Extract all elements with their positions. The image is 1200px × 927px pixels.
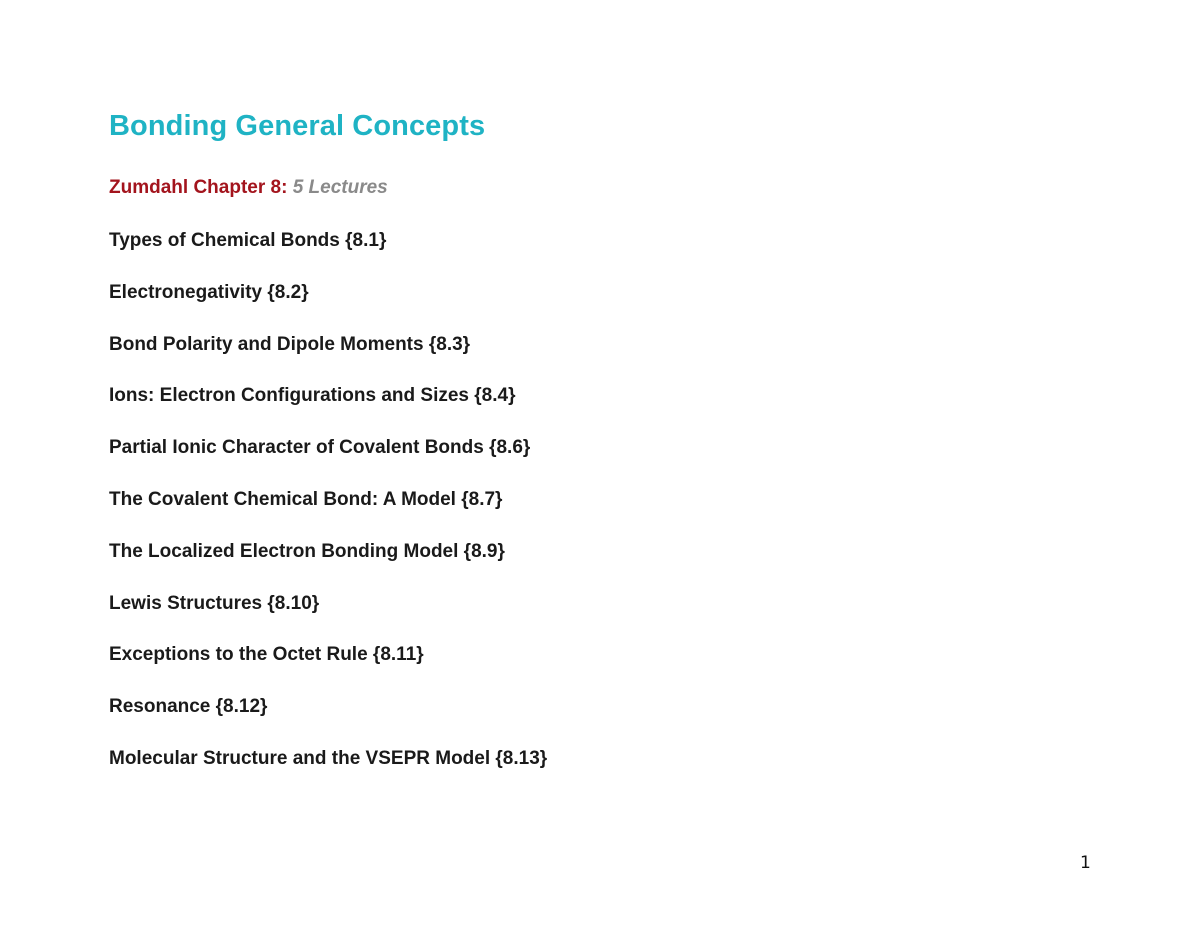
topic-item: The Covalent Chemical Bond: A Model {8.7} bbox=[109, 488, 503, 510]
topic-item: The Localized Electron Bonding Model {8.9} bbox=[109, 540, 505, 562]
topic-item: Types of Chemical Bonds {8.1} bbox=[109, 230, 387, 251]
topic-item: Bond Polarity and Dipole Moments {8.3} bbox=[109, 333, 471, 355]
topic-item: Exceptions to the Octet Rule {8.11} bbox=[109, 644, 424, 666]
topic-item: Partial Ionic Character of Covalent Bonds {8.6} bbox=[109, 437, 531, 459]
chapter-label: Zumdahl Chapter 8: bbox=[109, 177, 288, 198]
topic-item: Electronegativity {8.2} bbox=[109, 281, 309, 303]
topic-list bbox=[109, 229, 547, 799]
page-title: Bonding General Concepts bbox=[109, 110, 486, 142]
page-number: 1 bbox=[1080, 853, 1091, 873]
topic-item: Resonance {8.12} bbox=[109, 696, 268, 718]
topic-item: Lewis Structures {8.10} bbox=[109, 592, 320, 614]
lecture-count: 5 Lectures bbox=[292, 177, 388, 198]
topic-item: Molecular Structure and the VSEPR Model {8.13} bbox=[109, 747, 548, 769]
topic-item: Ions: Electron Configurations and Sizes {8.4} bbox=[109, 385, 516, 407]
chapter-subtitle bbox=[109, 177, 388, 199]
